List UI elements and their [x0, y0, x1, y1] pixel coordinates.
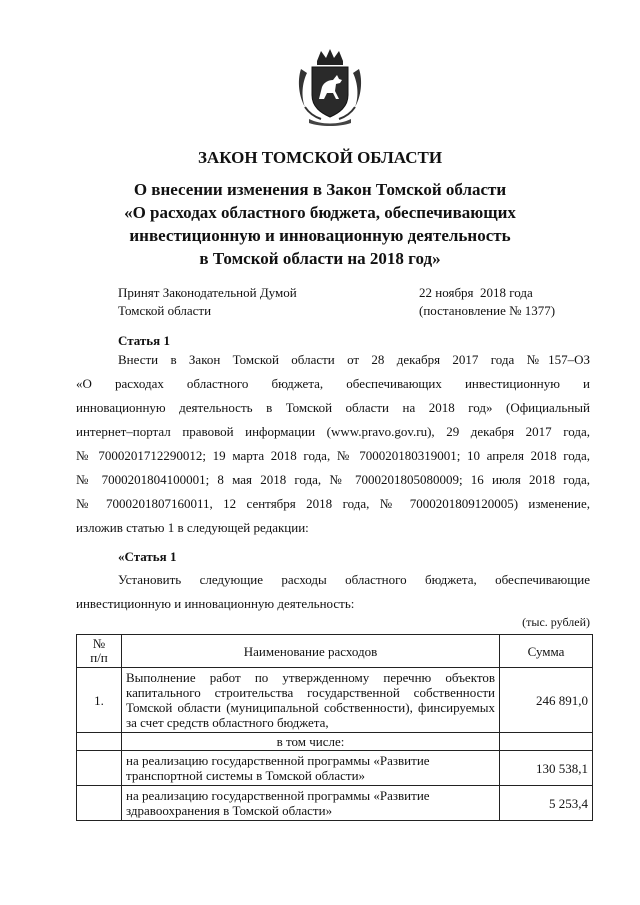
row-sum: 246 891,0: [500, 668, 593, 733]
row-name: Выполнение работ по утвержденному перечню объектов капитального строительства государственной собственности Томской области (муниципальной собственности), финсируемых за счет средств областного бюджета,: [122, 668, 500, 733]
law-subtitle: [0, 178, 640, 270]
col-header-number: № п/п: [77, 635, 122, 668]
row-number: 1.: [77, 668, 122, 733]
table-row: [77, 668, 593, 733]
row-subheader: в том числе:: [122, 733, 500, 751]
adopted-by-line: Томской области: [118, 303, 212, 318]
units-note: (тыс. рублей): [522, 615, 590, 629]
law-title: ЗАКОН ТОМСКОЙ ОБЛАСТИ: [197, 148, 443, 167]
article-text-line: Внести в Закон Томской области от 28 декабря 2017 года №157–ОЗ: [118, 352, 590, 367]
article-text-line: № 7000201804100001; 8 мая 2018 года, № 7000201805080009; 16 июля 2018 года,: [76, 472, 590, 487]
row-sum: [500, 733, 593, 751]
article-text-line: инновационную деятельность в Томской области на 2018 год» (Официальный: [76, 400, 590, 415]
article-heading: Статья 1: [118, 333, 170, 348]
subtitle-line: О внесении изменения в Закон Томской области: [133, 180, 507, 199]
quoted-article-heading: «Статья 1: [118, 549, 177, 564]
col-header-name: Наименование расходов: [122, 635, 500, 668]
row-number: [77, 786, 122, 821]
row-name: на реализацию государственной программы «Развитие транспортной системы в Томской области»: [122, 751, 500, 786]
row-sum: 130 538,1: [500, 751, 593, 786]
subtitle-line: инвестиционную и инновационную деятельность: [129, 226, 511, 245]
table-subheader-row: [77, 733, 593, 751]
col-header-sum: Сумма: [500, 635, 593, 668]
coat-of-arms-icon: [295, 47, 365, 127]
quoted-article-text: [76, 568, 590, 616]
article-text-line: № 7000201807160011, 12 сентября 2018 года, № 7000201809120005) изменение,: [76, 496, 590, 511]
adopted-by: [118, 284, 297, 320]
adoption-date-line: 22 ноября 2018 года: [419, 285, 533, 300]
table-header-row: [77, 635, 593, 668]
quoted-text-line: инвестиционную и инновационную деятельность:: [76, 596, 355, 611]
subtitle-line: «О расходах областного бюджета, обеспечивающих: [124, 203, 516, 222]
table-row: [77, 786, 593, 821]
quoted-text-line: Установить следующие расходы областного бюджета, обеспечивающие: [118, 572, 590, 587]
article-text-line: «О расходах областного бюджета, обеспечивающих инвестиционную и: [76, 376, 590, 391]
row-sum: 5 253,4: [500, 786, 593, 821]
article-text-line: интернет–портал правовой информации (www.pravo.gov.ru), 29 декабря 2017 года,: [76, 424, 590, 439]
resolution-number: (постановление № 1377): [419, 303, 556, 318]
article-text-line: изложив статью 1 в следующей редакции:: [76, 520, 309, 535]
budget-table: [76, 634, 593, 821]
article-1-text: [76, 348, 590, 540]
row-name: на реализацию государственной программы «Развитие здравоохранения в Томской области»: [122, 786, 500, 821]
article-text-line: № 7000201712290012; 19 марта 2018 года, № 700020180319001; 10 апреля 2018 года,: [76, 448, 590, 463]
row-number: [77, 751, 122, 786]
row-number: [77, 733, 122, 751]
table-row: [77, 751, 593, 786]
adopted-by-line: Принят Законодательной Думой: [118, 285, 297, 300]
subtitle-line: в Томской области на 2018 год»: [199, 249, 441, 268]
adoption-date: [419, 284, 555, 320]
